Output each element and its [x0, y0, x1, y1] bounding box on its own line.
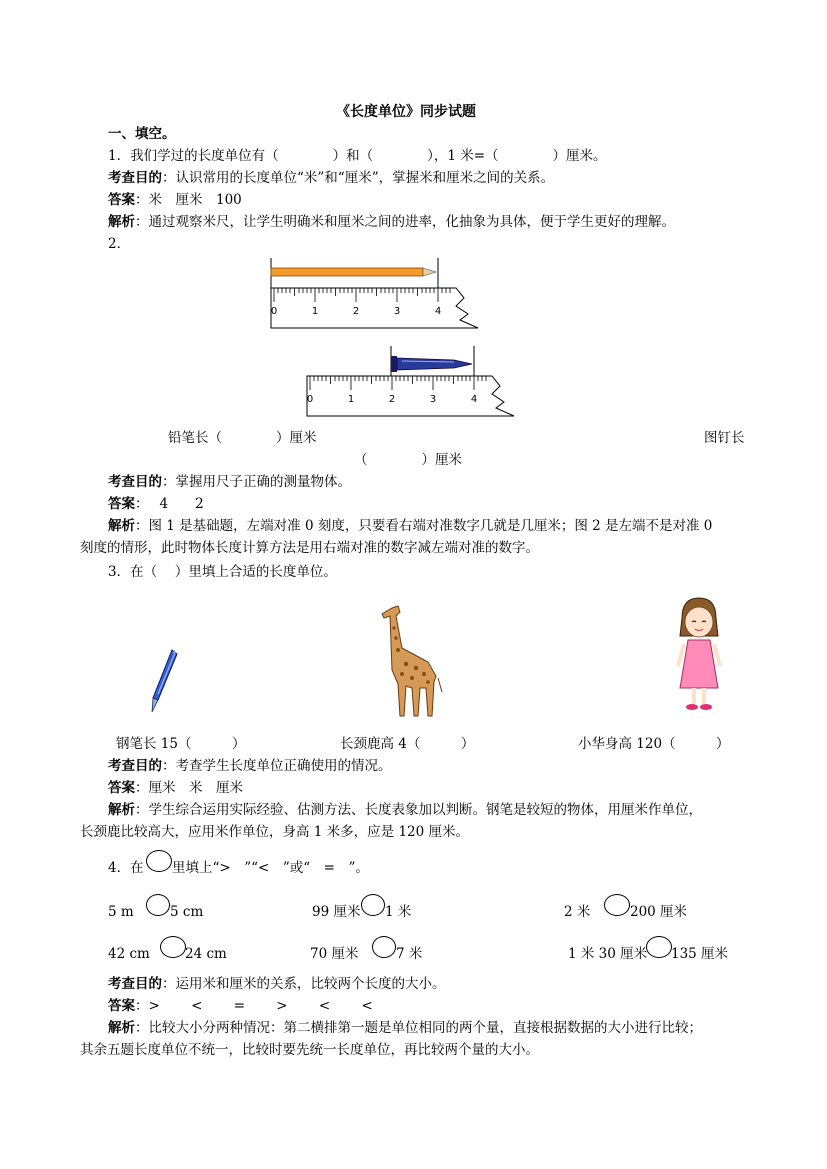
q4-answer: 答案：> < = > < <	[108, 998, 373, 1014]
q4-suffix: 里填上“> ”“< ”或“ = ”。	[172, 860, 369, 876]
compare-right: 1 米	[385, 904, 412, 920]
ruler-nail-figure	[304, 344, 516, 418]
q4-analysis: 解析：比较大小分两种情况：第二横排第一题是单位相同的两个量，直接根据数据的大小进行比较；	[108, 1020, 702, 1036]
q2-analysis: 解析：图 1 是基础题，左端对准 0 刻度，只要看右端对准数字几就是几厘米；图 2 是左端不是对准 0	[108, 518, 713, 534]
compare-left: 2 米	[564, 904, 591, 920]
q2-analysis-cont: 刻度的情形，此时物体长度计算方法是用右端对准的数字减左端对准的数字。	[80, 540, 539, 556]
q1-answer: 答案：米 厘米 100	[108, 192, 242, 208]
compare-left: 5 m	[108, 904, 134, 920]
q2-answer: 答案： 4 2	[108, 496, 204, 512]
fountain-pen-image	[144, 648, 180, 714]
tick-label: 4	[434, 306, 442, 317]
pen-length-blank: 钢笔长 15（ ）	[116, 736, 246, 752]
compare-left: 70 厘米	[310, 946, 359, 962]
ruler-body	[271, 288, 478, 328]
q2-number: 2．	[108, 236, 131, 252]
q2-purpose: 考查目的：掌握用尺子正确的测量物体。	[108, 474, 351, 490]
ruler-pencil-figure	[268, 258, 480, 332]
tick-label: 0	[306, 394, 314, 405]
q1-analysis: 解析：通过观察米尺，让学生明确米和厘米之间的进率，化抽象为具体，便于学生更好的理解。	[108, 214, 675, 230]
giraffe-height-blank: 长颈鹿高 4（ ）	[340, 736, 475, 752]
girl-height-blank: 小华身高 120（ ）	[578, 736, 730, 752]
pencil-tip	[423, 268, 436, 276]
compare-left: 42 cm	[108, 946, 150, 962]
q4-analysis-cont: 其余五题长度单位不统一，比较时要先统一长度单位，再比较两个量的大小。	[80, 1042, 539, 1058]
compare-circle[interactable]	[160, 936, 186, 958]
nail-image	[391, 356, 472, 372]
q3-text: 3．在（ ）里填上合适的长度单位。	[108, 564, 337, 580]
pencil-body	[271, 268, 423, 276]
tick-label: 0	[270, 306, 278, 317]
tick-label: 1	[347, 394, 355, 405]
answer-label: 答案	[108, 192, 135, 208]
compare-right: 135 厘米	[671, 946, 729, 962]
compare-circle[interactable]	[646, 936, 672, 958]
q4-prefix: 4．在	[108, 860, 144, 876]
analysis-label: 解析	[108, 214, 135, 230]
section-heading: 一、填空。	[108, 126, 176, 142]
q3-answer: 答案：厘米 米 厘米	[108, 780, 243, 796]
nail-length-blank: （ ）厘米	[354, 452, 462, 468]
compare-circle[interactable]	[361, 894, 385, 916]
q3-analysis: 解析：学生综合运用实际经验、估测方法、长度表象加以判断。钢笔是较短的物体，用厘米作单位，	[108, 802, 702, 818]
tick-label: 4	[470, 394, 478, 405]
giraffe-image	[376, 604, 446, 718]
q3-purpose: 考查目的：考查学生长度单位正确使用的情况。	[108, 758, 392, 774]
ruler-body	[307, 376, 514, 416]
compare-circle[interactable]	[146, 894, 170, 916]
tick-label: 1	[311, 306, 319, 317]
compare-left: 99 厘米	[312, 904, 361, 920]
girl-image	[672, 596, 726, 714]
answer-circle	[146, 850, 172, 872]
compare-right: 24 cm	[185, 946, 227, 962]
compare-circle[interactable]	[372, 936, 396, 958]
tick-label: 3	[393, 306, 401, 317]
page-title: 《长度单位》同步试题	[336, 104, 476, 120]
compare-right: 7 米	[396, 946, 423, 962]
nail-length-label: 图钉长	[704, 430, 745, 446]
compare-right: 5 cm	[170, 904, 204, 920]
q1-purpose: 考查目的：认识常用的长度单位“米”和“厘米”，掌握米和厘米之间的关系。	[108, 170, 555, 186]
tick-label: 2	[352, 306, 360, 317]
purpose-label: 考查目的	[108, 170, 162, 186]
q4-purpose: 考查目的：运用米和厘米的关系，比较两个长度的大小。	[108, 976, 446, 992]
compare-right: 200 厘米	[630, 904, 688, 920]
tick-label: 2	[388, 394, 396, 405]
compare-left: 1 米 30 厘米	[568, 946, 648, 962]
compare-circle[interactable]	[604, 894, 630, 916]
pencil-length-blank: 铅笔长（ ）厘米	[168, 430, 317, 446]
q3-analysis-cont: 长颈鹿比较高大，应用米作单位，身高 1 米多，应是 120 厘米。	[80, 824, 470, 840]
q1-text: 1．我们学过的长度单位有（ ）和（ ），1 米=（ ）厘米。	[108, 148, 607, 164]
tick-label: 3	[429, 394, 437, 405]
